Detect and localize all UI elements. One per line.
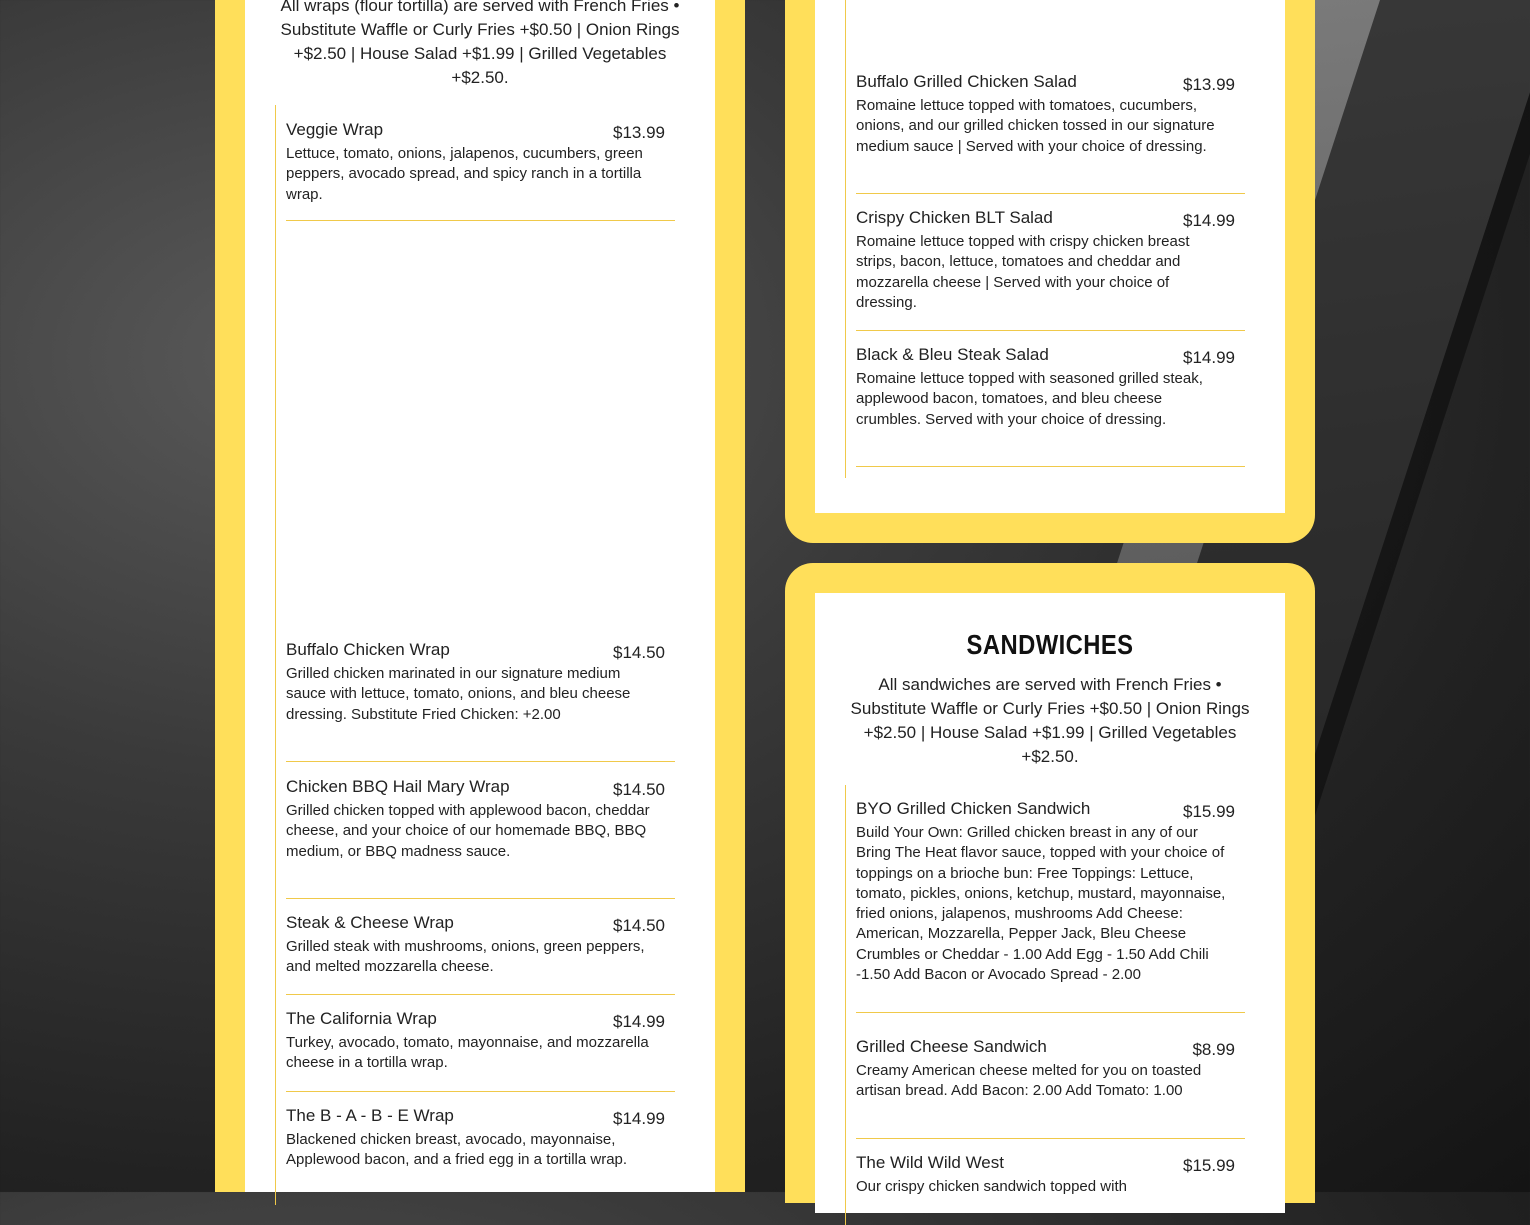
section-title: SANDWICHES	[966, 629, 1134, 660]
item-price: $15.99	[1183, 1156, 1235, 1175]
salads-card	[815, 0, 1285, 513]
item-divider	[856, 1012, 1245, 1013]
item-divider	[286, 220, 675, 221]
item-name: Black & Bleu Steak Salad	[856, 345, 1049, 364]
item-name: Veggie Wrap	[286, 120, 384, 139]
item-description: Grilled steak with mushrooms, onions, green peppers, and melted mozzarella cheese.	[286, 938, 645, 976]
item-description: Creamy American cheese melted for you on toasted artisan bread. Add Bacon: 2.00 Add Tomato: 1.00	[856, 1062, 1202, 1100]
sandwiches-divider-line	[845, 785, 846, 1225]
item-price: $15.99	[1183, 802, 1235, 821]
salads-card-frame	[785, 0, 1315, 543]
item-name: Chicken BBQ Hail Mary Wrap	[286, 777, 510, 796]
item-divider	[286, 898, 675, 899]
item-price: $14.99	[1183, 211, 1235, 230]
item-description: Romaine lettuce topped with seasoned grilled steak, applewood bacon, tomatoes, and bleu cheese crumbles. Served with your choice of dressing.	[856, 370, 1203, 428]
salads-divider-line	[845, 0, 846, 478]
item-divider	[286, 994, 675, 995]
item-description: Romaine lettuce topped with crispy chicken breast strips, bacon, lettuce, tomatoes and cheddar and mozzarella cheese | Served with your choice of dressing.	[856, 233, 1190, 311]
item-divider	[856, 193, 1245, 194]
item-description: Our crispy chicken sandwich topped with	[856, 1178, 1127, 1195]
item-price: $13.99	[1183, 75, 1235, 94]
item-description: Turkey, avocado, tomato, mayonnaise, and mozzarella cheese in a tortilla wrap.	[286, 1034, 649, 1072]
item-name: Steak & Cheese Wrap	[286, 913, 454, 932]
wraps-intro: All wraps (flour tortilla) are served with French Fries • Substitute Waffle or Curly Fries +$0.50 | Onion Rings +$2.50 | House Salad +$1.99 | Grilled Vegetables +$2.50.	[280, 0, 680, 87]
sandwiches-card-frame	[785, 563, 1315, 1203]
item-divider	[286, 761, 675, 762]
item-name: Grilled Cheese Sandwich	[856, 1037, 1047, 1056]
sandwiches-card	[815, 593, 1285, 1213]
wraps-card-frame	[215, 0, 745, 1192]
item-divider	[856, 1138, 1245, 1139]
item-price: $14.50	[613, 916, 665, 935]
item-price: $14.99	[1183, 348, 1235, 367]
wraps-card	[245, 0, 715, 1192]
item-price: $8.99	[1192, 1040, 1235, 1059]
item-name: The Wild Wild West	[856, 1153, 1004, 1172]
item-description: Grilled chicken marinated in our signature medium sauce with lettuce, tomato, onions, and bleu cheese dressing. Substitute Fried Chicken: +2.00	[286, 665, 631, 723]
item-name: The B - A - B - E Wrap	[286, 1106, 454, 1125]
item-name: BYO Grilled Chicken Sandwich	[856, 799, 1091, 818]
item-divider	[286, 1091, 675, 1092]
item-name: The California Wrap	[286, 1009, 437, 1028]
item-description: Blackened chicken breast, avocado, mayonnaise, Applewood bacon, and a fried egg in a tortilla wrap.	[286, 1131, 628, 1169]
item-divider	[856, 466, 1245, 467]
wraps-divider-line	[275, 105, 276, 1205]
item-price: $13.99	[613, 123, 665, 142]
item-price: $14.99	[613, 1109, 665, 1128]
item-description: Romaine lettuce topped with tomatoes, cucumbers, onions, and our grilled chicken tossed in our signature medium sauce | Served with your choice of dressing.	[856, 97, 1215, 155]
item-name: Buffalo Grilled Chicken Salad	[856, 72, 1077, 91]
item-price: $14.50	[613, 643, 665, 662]
item-description: Grilled chicken topped with applewood bacon, cheddar cheese, and your choice of our homemade BBQ, BBQ medium, or BBQ madness sauce.	[286, 802, 650, 860]
item-price: $14.50	[613, 780, 665, 799]
item-description: Build Your Own: Grilled chicken breast in any of our Bring The Heat flavor sauce, topped with your choice of toppings on a brioche bun: Free Toppings: Lettuce, tomato, pickles, onions, ketchup, mustard, mayonnaise, fried onions, jalapenos, mushrooms Add Cheese: American, Mozzarella, Pepper Jack, Bleu Cheese Crumbles or Cheddar - 1.00 Add Egg - 1.50 Add Chili -1.50 Add Bacon or Avocado Spread - 2.00	[856, 824, 1226, 984]
item-divider	[856, 330, 1245, 331]
item-description: Lettuce, tomato, onions, jalapenos, cucumbers, green peppers, avocado spread, and spicy ranch in a tortilla wrap.	[286, 145, 643, 203]
sandwiches-intro: All sandwiches are served with French Fries • Substitute Waffle or Curly Fries +$0.50 | Onion Rings +$2.50 | House Salad +$1.99 | Grilled Vegetables +$2.50.	[850, 675, 1250, 766]
item-price: $14.99	[613, 1012, 665, 1031]
item-name: Crispy Chicken BLT Salad	[856, 208, 1053, 227]
item-name: Buffalo Chicken Wrap	[286, 640, 450, 659]
